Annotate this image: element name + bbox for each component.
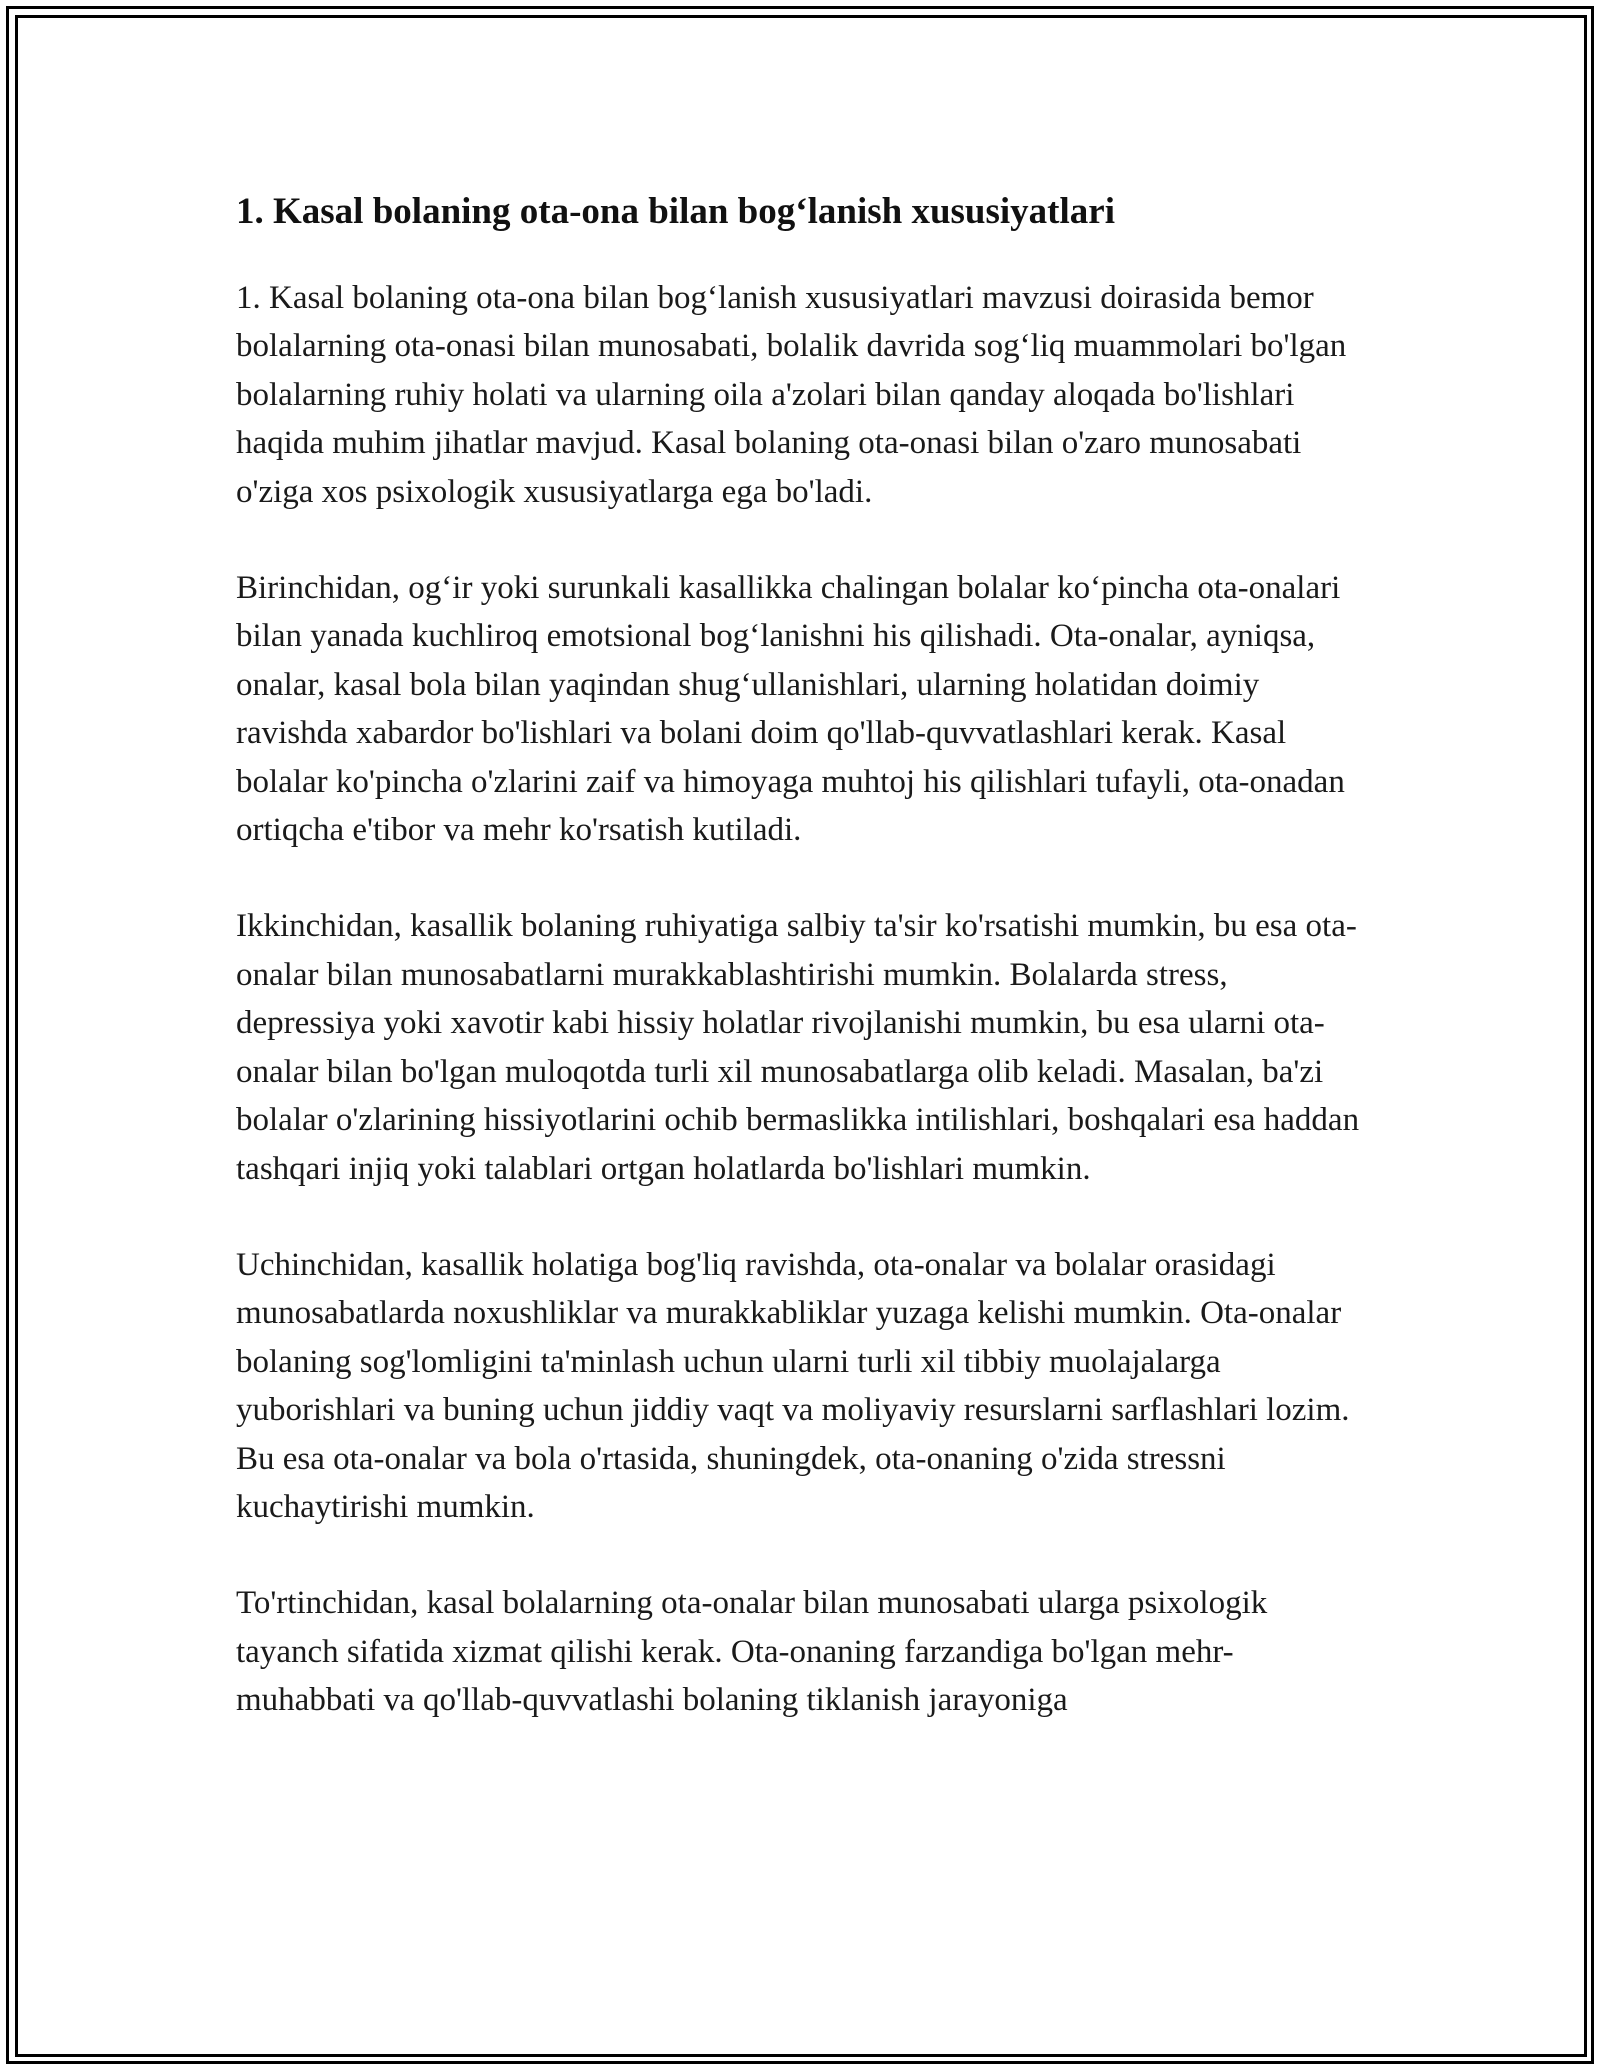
paragraph-fourth-point: To'rtinchidan, kasal bolalarning ota-onalar bilan munosabati ularga psixologik tayanch sifatida xizmat qilishi kerak. Ota-onaning farzandiga bo'lgan mehr-muhabbati va qo'llab-quvvatlashi bolaning tiklanish jarayoniga [236, 1585, 1268, 1719]
paragraph-intro: 1. Kasal bolaning ota-ona bilan bog‘lanish xususiyatlari mavzusi doirasida bemor bolalarning ota-onasi bilan munosabati, bolalik davrida sog‘liq muammolari bo'lgan bolalarning ruhiy holati va ularning oila a'zolari bilan qanday aloqada bo'lishlari haqida muhim jihatlar mavjud. Kasal bolaning ota-onasi bilan o'zaro munosabati o'ziga xos psixologik xususiyatlarga ega bo'ladi. [236, 280, 1347, 510]
paragraph-second-point: Ikkinchidan, kasallik bolaning ruhiyatiga salbiy ta'sir ko'rsatishi mumkin, bu esa ota-onalar bilan munosabatlarni murakkablashtirishi mumkin. Bolalarda stress, depressiya yoki xavotir kabi hissiy holatlar rivojlanishi mumkin, bu esa ularni ota-onalar bilan bo'lgan muloqotda turli xil munosabatlarga olib keladi. Masalan, ba'zi bolalar o'zlarining hissiyotlarini ochib bermaslikka intilishlari, boshqalari esa haddan tashqari injiq yoki talablari ortgan holatlarda bo'lishlari mumkin. [236, 908, 1360, 1187]
paragraph-third-point: Uchinchidan, kasallik holatiga bog'liq ravishda, ota-onalar va bolalar orasidagi munosabatlarda noxushliklar va murakkabliklar yuzaga kelishi mumkin. Ota-onalar bolaning sog'lomligini ta'minlash uchun ularni turli xil tibbiy muolajalarga yuborishlari va buning uchun jiddiy vaqt va moliyaviy resurslarni sarflashlari lozim. Bu esa ota-onalar va bola o'rtasida, shuningdek, ota-onaning o'zida stressni kuchaytirishi mumkin. [236, 1246, 1350, 1525]
document-body [236, 186, 1370, 1773]
paragraph-first-point: Birinchidan, og‘ir yoki surunkali kasallikka chalingan bolalar ko‘pincha ota-onalari bilan yanada kuchliroq emotsional bog‘lanishni his qilishadi. Ota-onalar, ayniqsa, onalar, kasal bola bilan yaqindan shug‘ullanishlari, ularning holatidan doimiy ravishda xabardor bo'lishlari va bolani doim qo'llab-quvvatlashlari kerak. Kasal bolalar ko'pincha o'zlarini zaif va himoyaga muhtoj his qilishlari tufayli, ota-onadan ortiqcha e'tibor va mehr ko'rsatish kutiladi. [236, 570, 1345, 849]
section-heading: 1. Kasal bolaning ota-ona bilan bog‘lanish xususiyatlari [236, 191, 1115, 232]
